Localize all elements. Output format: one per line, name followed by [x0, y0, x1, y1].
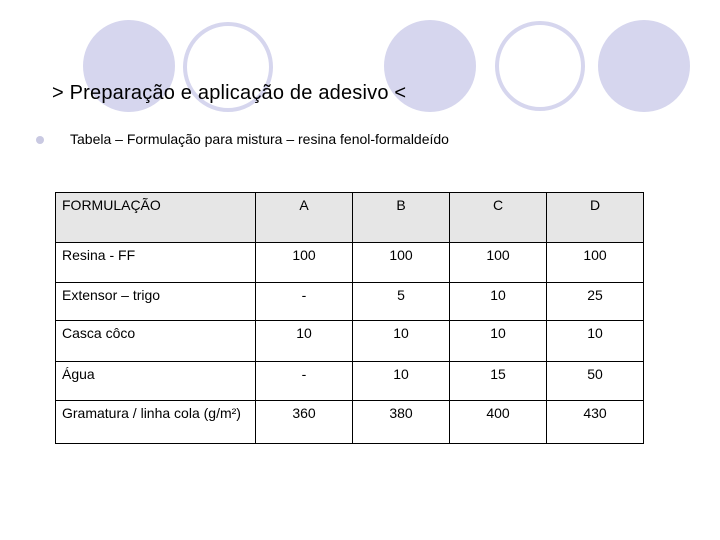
- table-cell: 50: [547, 362, 644, 401]
- header-cell-a: A: [256, 193, 353, 243]
- table-cell: 360: [256, 401, 353, 444]
- table-cell: 25: [547, 283, 644, 321]
- table-cell: 100: [256, 243, 353, 283]
- decorative-circle-filled-3: [598, 20, 690, 112]
- table-cell: 380: [353, 401, 450, 444]
- row-label: Gramatura / linha cola (g/m²): [56, 401, 256, 444]
- table-cell: 10: [450, 321, 547, 362]
- table-cell: -: [256, 362, 353, 401]
- header-cell-d: D: [547, 193, 644, 243]
- bullet-dot-icon: [36, 136, 44, 144]
- formulation-table: [55, 192, 644, 444]
- decorative-circle-ring-2: [495, 21, 585, 111]
- table-cell: 400: [450, 401, 547, 444]
- table-header-row: [56, 193, 644, 243]
- table-row: [56, 243, 644, 283]
- table-row: [56, 283, 644, 321]
- table-cell: 10: [450, 283, 547, 321]
- row-label: Casca côco: [56, 321, 256, 362]
- table-row: [56, 321, 644, 362]
- table-cell: 100: [353, 243, 450, 283]
- table-cell: 100: [450, 243, 547, 283]
- table-cell: 15: [450, 362, 547, 401]
- table-row: [56, 401, 644, 444]
- bullet-text: Tabela – Formulação para mistura – resina fenol-formaldeído: [70, 131, 449, 147]
- table-cell: 100: [547, 243, 644, 283]
- header-cell-formulacao: FORMULAÇÃO: [56, 193, 256, 243]
- row-label: Água: [56, 362, 256, 401]
- header-cell-c: C: [450, 193, 547, 243]
- table-cell: 10: [256, 321, 353, 362]
- table-cell: 10: [353, 362, 450, 401]
- row-label: Extensor – trigo: [56, 283, 256, 321]
- slide-title: > Preparação e aplicação de adesivo <: [52, 82, 407, 104]
- row-label: Resina - FF: [56, 243, 256, 283]
- table-row: [56, 362, 644, 401]
- table-cell: 430: [547, 401, 644, 444]
- table-cell: 10: [353, 321, 450, 362]
- table-cell: 10: [547, 321, 644, 362]
- table-cell: -: [256, 283, 353, 321]
- header-cell-b: B: [353, 193, 450, 243]
- table-cell: 5: [353, 283, 450, 321]
